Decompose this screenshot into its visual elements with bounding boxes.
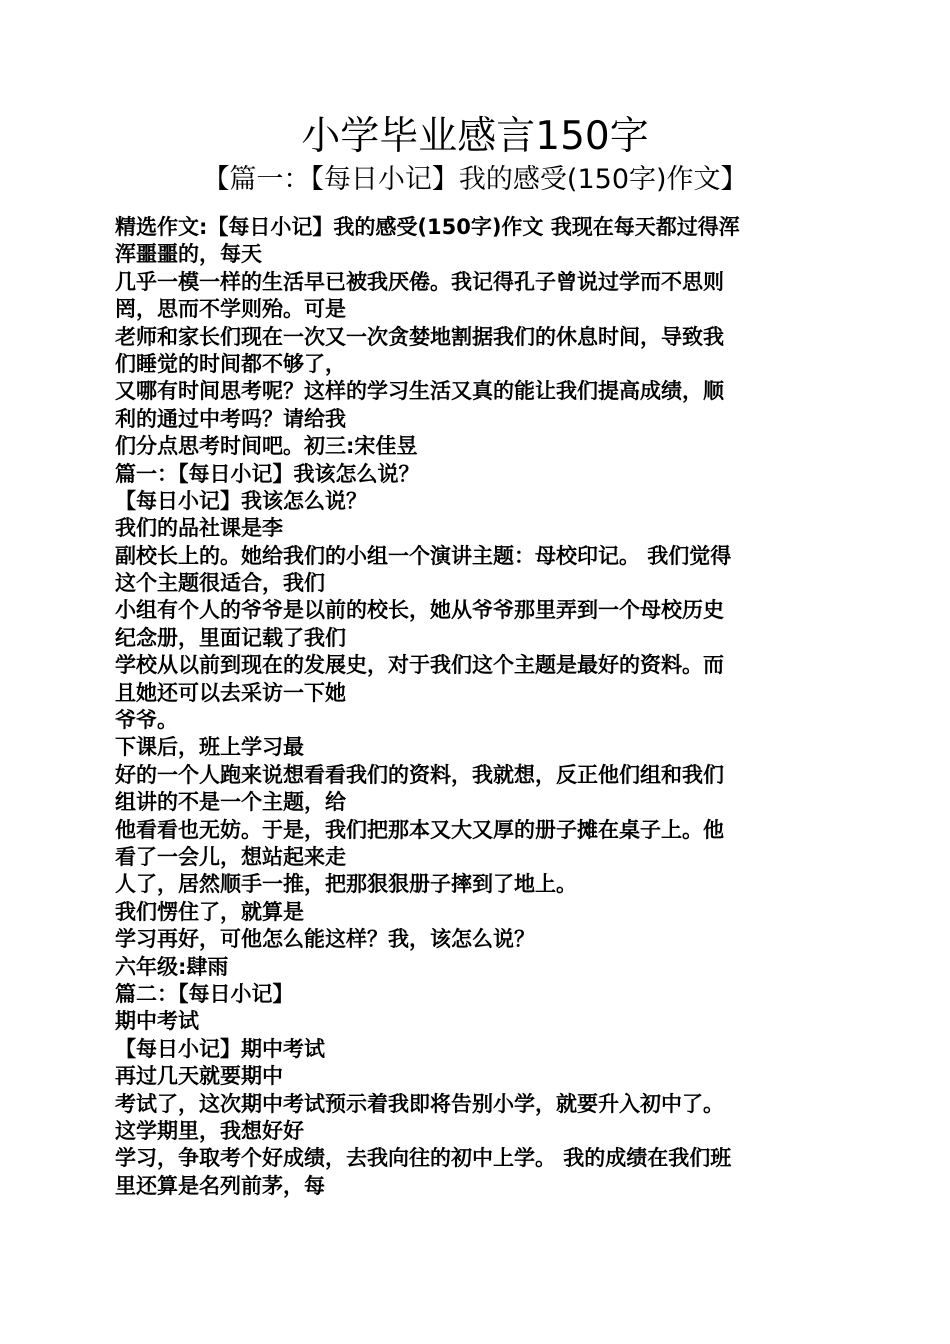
body-line: 里还算是名列前茅，每: [115, 1173, 325, 1198]
body-line: 且她还可以去采访一下她: [115, 680, 346, 705]
body-line: 爷爷。: [115, 708, 178, 733]
body-line: 纪念册，里面记载了我们: [115, 625, 346, 650]
body-line: 篇二：【每日小记】: [115, 981, 294, 1006]
body-line: 小组有个人的爷爷是以前的校长，她从爷爷那里弄到一个母校历史: [115, 598, 724, 623]
body-line: 下课后，班上学习最: [115, 735, 304, 760]
body-line: 看了一会儿，想站起来走: [115, 844, 346, 869]
body-line: 学习，争取考个好成绩，去我向往的初中上学。 我的成绩在我们班: [115, 1146, 732, 1171]
body-line: 浑噩噩的，每天: [115, 242, 262, 267]
body-line: 我们愣住了，就算是: [115, 899, 304, 924]
body-line: 罔，思而不学则殆。可是: [115, 297, 346, 322]
document-title: 小学毕业感言150字: [301, 114, 649, 159]
body-line: 们分点思考时间吧。初三:宋佳昱: [115, 434, 418, 459]
body-line: 副校长上的。她给我们的小组一个演讲主题：母校印记。 我们觉得: [115, 543, 732, 568]
body-line: 【每日小记】期中考试: [115, 1036, 325, 1061]
body-line: 【每日小记】我该怎么说？: [115, 488, 367, 513]
body-line: 我们的品社课是李: [115, 516, 283, 541]
body-line: 期中考试: [115, 1009, 199, 1034]
body-line: 几乎一模一样的生活早已被我厌倦。我记得孔子曾说过学而不思则: [115, 269, 724, 294]
body-line: 这学期里，我想好好: [115, 1118, 304, 1143]
body-line: 学校从以前到现在的发展史，对于我们这个主题是最好的资料。而: [115, 653, 724, 678]
body-line: 好的一个人跑来说想看看我们的资料，我就想，反正他们组和我们: [115, 762, 724, 787]
body-line: 利的通过中考吗？请给我: [115, 406, 346, 431]
body-line: 考试了，这次期中考试预示着我即将告别小学，就要升入初中了。: [115, 1091, 724, 1116]
body-line: 这个主题很适合，我们: [115, 571, 325, 596]
body-line: 组讲的不是一个主题，给: [115, 790, 346, 815]
document-body: [115, 214, 835, 1200]
document-subtitle: 【篇一：【每日小记】我的感受(150字)作文】: [202, 164, 748, 195]
body-line: 他看看也无妨。于是，我们把那本又大又厚的册子摊在桌子上。他: [115, 817, 724, 842]
body-line: 人了，居然顺手一推，把那狠狠册子摔到了地上。: [115, 872, 577, 897]
body-line: 们睡觉的时间都不够了，: [115, 351, 346, 376]
body-line: 又哪有时间思考呢？这样的学习生活又真的能让我们提高成绩，顺: [115, 379, 724, 404]
body-line: 老师和家长们现在一次又一次贪婪地割据我们的休息时间，导致我: [115, 324, 724, 349]
body-line: 精选作文:【每日小记】我的感受(150字)作文 我现在每天都过得浑: [115, 215, 740, 239]
body-line: 六年级:肆雨: [115, 954, 229, 979]
body-line: 学习再好，可他怎么能这样？我，该怎么说？: [115, 927, 535, 952]
body-line: 再过几天就要期中: [115, 1064, 283, 1089]
body-line: 篇一：【每日小记】我该怎么说？: [115, 461, 420, 486]
